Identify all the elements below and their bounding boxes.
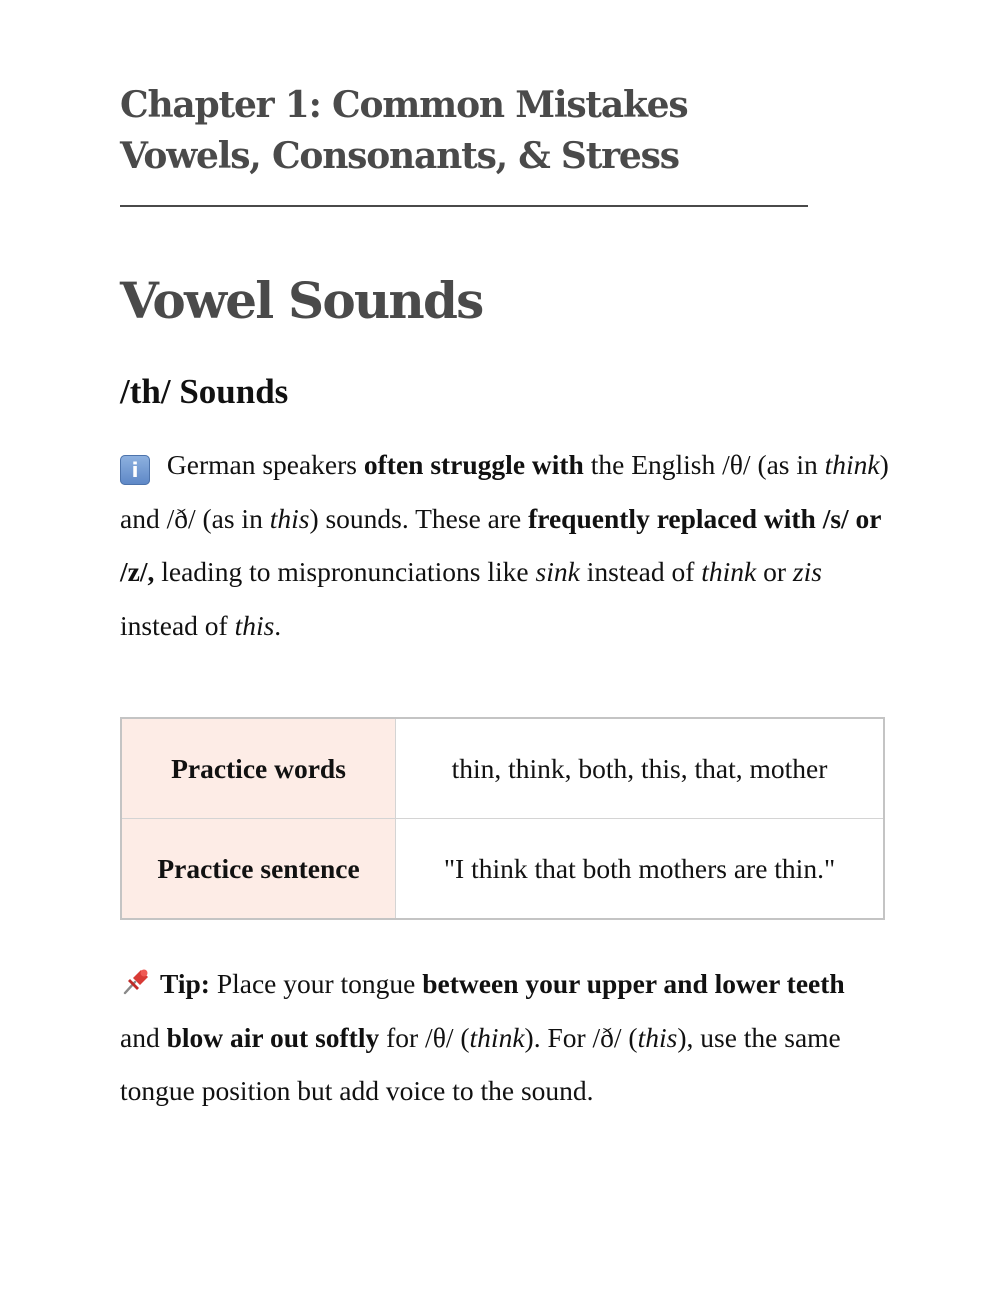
intro-text: the English /θ/ (as in xyxy=(583,449,825,480)
subsection-title: /th/ Sounds xyxy=(120,372,289,411)
intro-text: instead of xyxy=(120,609,235,641)
intro-emphasis: frequently replaced with /s/ or /z/, xyxy=(120,502,882,587)
information-icon: i xyxy=(120,455,150,485)
tip-emphasis: between your upper and lower teeth xyxy=(422,968,845,999)
tip-text: ), use the same tongue position but add voice to the sound. xyxy=(120,1021,841,1106)
chapter-title-line-1: Chapter 1: Common Mistakes xyxy=(120,84,688,126)
intro-text: ) sounds. These are xyxy=(309,502,529,534)
practice-words-value: thin, think, both, this, that, mother xyxy=(396,718,885,819)
example-word: this xyxy=(234,609,275,641)
chapter-title xyxy=(120,80,810,182)
example-word: this xyxy=(637,1021,678,1053)
intro-text: . xyxy=(274,609,282,641)
intro-text: instead of xyxy=(579,556,702,587)
table-row xyxy=(121,819,884,920)
example-word: think xyxy=(469,1021,525,1053)
tip-text: ). For /ð/ ( xyxy=(524,1021,638,1053)
intro-text: or xyxy=(756,556,793,587)
tip-paragraph xyxy=(120,957,890,1118)
chapter-title-line-2: Vowels, Consonants, & Stress xyxy=(120,135,679,177)
tip-text: and xyxy=(120,1021,167,1053)
example-word: zis xyxy=(792,556,822,587)
tip-label: Tip: xyxy=(160,968,210,999)
practice-words-label: Practice words xyxy=(121,718,396,819)
practice-sentence-label: Practice sentence xyxy=(121,819,396,920)
intro-text: German speakers xyxy=(160,449,364,480)
pushpin-icon xyxy=(120,965,152,997)
chapter-divider xyxy=(120,205,808,207)
example-word: sink xyxy=(535,556,580,587)
section-title: Vowel Sounds xyxy=(120,271,483,330)
intro-text: ) and /ð/ (as in xyxy=(120,449,889,534)
tip-emphasis: blow air out softly xyxy=(166,1021,380,1053)
example-word: think xyxy=(824,449,880,480)
practice-table xyxy=(120,717,885,920)
intro-paragraph xyxy=(120,438,890,652)
example-word: this xyxy=(269,502,310,534)
intro-text: leading to mispronunciations like xyxy=(154,556,536,587)
table-row xyxy=(121,718,884,819)
tip-text: for /θ/ ( xyxy=(379,1021,470,1053)
example-word: think xyxy=(701,556,757,587)
practice-sentence-value: "I think that both mothers are thin." xyxy=(396,819,885,920)
tip-text: Place your tongue xyxy=(209,968,423,999)
intro-emphasis: often struggle with xyxy=(363,449,584,480)
